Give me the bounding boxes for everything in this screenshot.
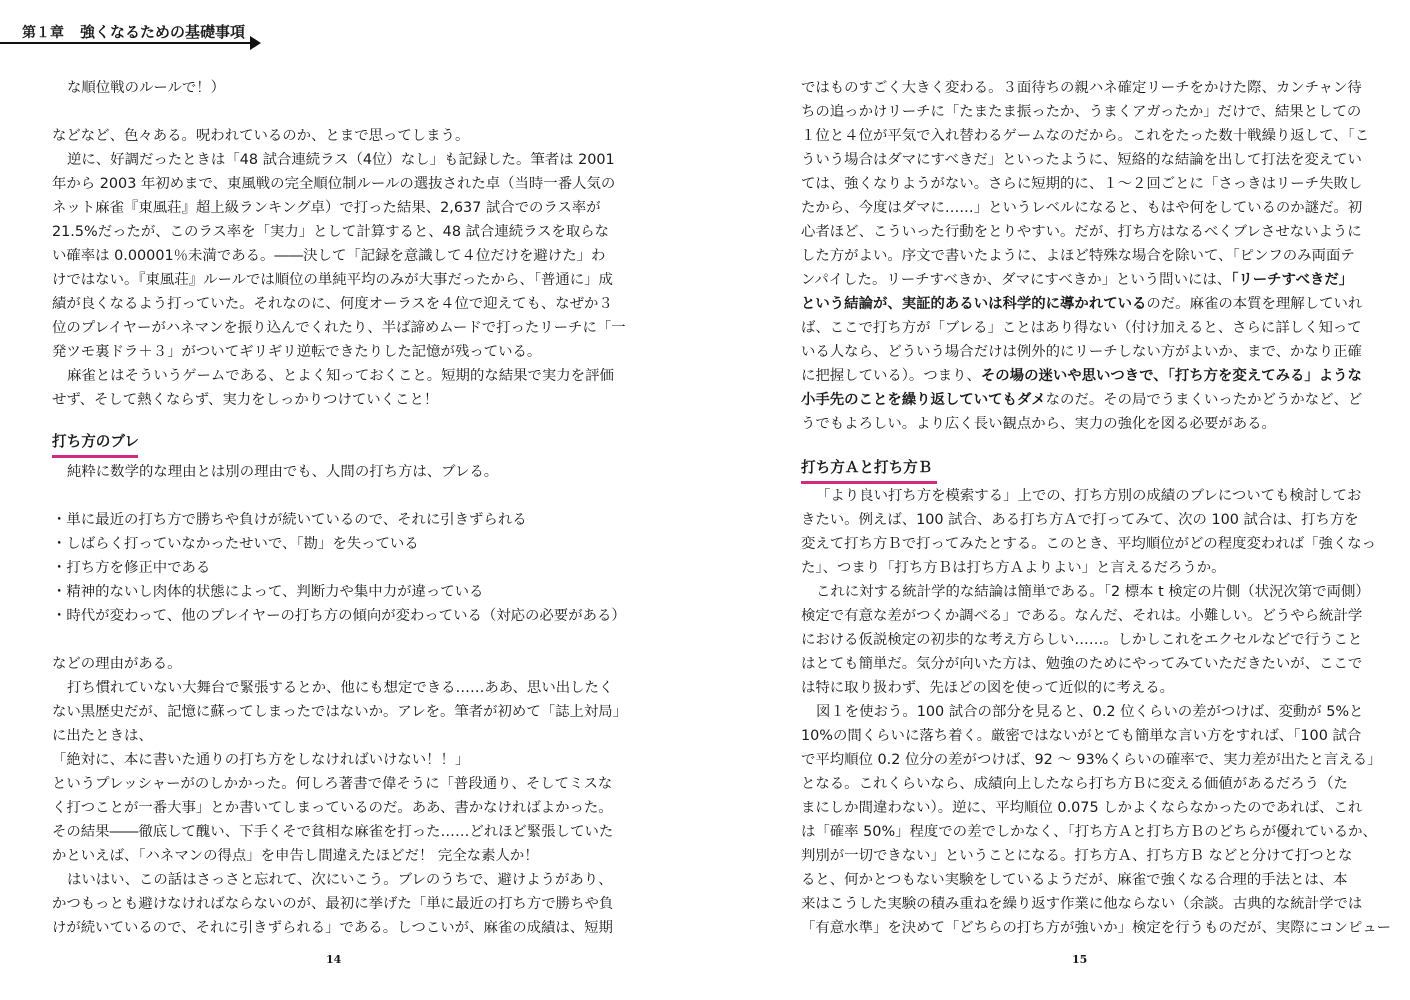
paragraph-line: 来はこうした実験の積み重ねを繰り返す作業に他ならない（余談。古典的な統計学では — [801, 896, 1363, 912]
paragraph-line: 10%の間くらいに落ち着く。厳密ではないがとても簡単な言い方をすれば、「100 試合 — [801, 728, 1362, 744]
paragraph-line: 「有意水準」を決めて「どちらの打ち方が強いか」検定を行うものだが、実際にコンピュー — [801, 920, 1392, 936]
paragraph-line: ではものすごく大きく変わる。３面待ちの親ハネ確定リーチをかけた際、カンチャン待 — [801, 80, 1362, 96]
paragraph-line: 年から 2003 年初めまで、東風戦の完全順位制ルールの選抜された卓（当時一番人気の — [52, 176, 616, 192]
text-run: のだ。麻雀の本質を理解していれ — [1146, 296, 1363, 312]
section-heading-text: 打ち方Ａと打ち方Ｂ — [801, 459, 933, 476]
page-number: 15 — [1072, 953, 1088, 966]
header-rule — [0, 42, 250, 44]
text-run: に把握している）。つまり、 — [801, 368, 981, 384]
paragraph-line: となる。これくらいなら、成績向上したなら打ち方Ｂに変える価値があるだろう（た — [801, 776, 1348, 792]
list-item: ・精神的ないし肉体的状態によって、判断力や集中力が違っている — [52, 584, 484, 600]
right-page — [705, 0, 1410, 1000]
paragraph-line: は「確率 50%」程度での差でしかなく、「打ち方Ａと打ち方Ｂのどちらが優れているか、 — [801, 824, 1377, 840]
paragraph-line: ちの追っかけリーチに「たまたま振ったか、うまくアガったか」だけで、結果としての — [801, 104, 1362, 120]
paragraph-line: ない黒歴史だが、記憶に蘇ってしまったではないか。アレを。筆者が初めて「誌上対局」 — [52, 704, 628, 720]
paragraph-line: 発ツモ裏ドラ＋３」がついてギリギリ逆転できたりした記憶が残っている。 — [52, 344, 542, 360]
list-item: ・打ち方を修正中である — [52, 560, 211, 576]
paragraph-line: ては、強くなりようがない。さらに短期的に、１～２回ごとに「さっきはリーチ失敗し — [801, 176, 1363, 192]
paragraph-line: に出たときは、 — [52, 728, 153, 744]
paragraph-line: けが続いているので、それに引きずられる」である。しつこいが、麻雀の成績は、短期 — [52, 920, 613, 936]
paragraph-line: 純粋に数学的な理由とは別の理由でも、人間の打ち方は、ブレる。 — [67, 464, 499, 480]
paragraph-line — [801, 388, 1363, 412]
paragraph-line — [801, 268, 1363, 292]
paragraph-line: せず、そして熱くならず、実力をしっかりつけていくこと！ — [52, 392, 439, 408]
heading-underline — [801, 481, 937, 484]
paragraph-line: その結果――徹底して醜い、下手くそで貧相な麻雀を打った……どれほど緊張していた — [52, 824, 614, 840]
emphasis-text: という結論が、実証的あるいは科学的に導かれている — [801, 296, 1147, 312]
paragraph-line: ば、ここで打ち方が「ブレる」ことはあり得ない（付け加えると、さらに詳しく知って — [801, 320, 1362, 336]
paragraph-line: ネット麻雀『東風荘』超上級ランキング卓）で打った結果、2,637 試合でのラス率が — [52, 200, 601, 216]
list-item: ・しばらく打っていなかったせいで、「勘」を失っている — [52, 536, 419, 552]
paragraph-line: 判別が一切できない」ということになる。打ち方Ａ、打ち方Ｂ などと分けて打つとな — [801, 848, 1353, 864]
paragraph-line: いる人なら、どういう場合だけは例外的にリーチしない方がよいか、まで、かなり正確 — [801, 344, 1362, 360]
paragraph-line: 図１を使おう。100 試合の部分を見ると、0.2 位くらいの差がつけば、変動が 5%と — [816, 704, 1364, 720]
emphasis-text: その場の迷いや思いつきで、「打ち方を変えてみる」ような — [980, 368, 1362, 384]
paragraph-line: た」、つまり「打ち方Ｂは打ち方Ａよりよい」と言えるだろうか。 — [801, 560, 1226, 576]
paragraph-line — [801, 292, 1363, 316]
paragraph-line: 検定で有意な差がつくか調べる」である。なんだ、それは。小難しい。どうやら統計学 — [801, 608, 1363, 624]
paragraph-line: 逆に、好調だったときは「48 試合連続ラス（4位）なし」も記録した。筆者は 2001 — [67, 152, 615, 168]
paragraph-line: い確率は 0.00001％未満である。――決して「記録を意識して４位だけを避けた」わ — [52, 248, 606, 264]
text-run: なのだ。その局でうまくいったかどうかなど、ど — [1045, 392, 1363, 408]
text-run: ンパイした。リーチすべきか、ダマにすべきか」という問いには、 — [801, 272, 1232, 288]
paragraph-line: 打ち慣れていない大舞台で緊張するとか、他にも想定できる……ああ、思い出したく — [67, 680, 614, 696]
paragraph-line: １位と４位が平気で入れ替わるゲームなのだから。これをたった数十戦繰り返して、「こ — [801, 128, 1370, 144]
section-heading — [801, 456, 1363, 482]
paragraph-line: は特に取り扱わず、先ほどの図を使って近似的に考える。 — [801, 680, 1175, 696]
paragraph-line: した方がよい。序文で書いたように、よほど特殊な場合を除いて、「ピンフのみ両面テ — [801, 248, 1355, 264]
paragraph-line: はいはい、この話はさっさと忘れて、次にいこう。ブレのうちで、避けようがあり、 — [67, 872, 613, 888]
paragraph-line: はとても簡単だ。気分が向いた方は、勉強のためにやってみていただきたいが、ここで — [801, 656, 1363, 672]
paragraph-line: きたい。例えば、100 試合、ある打ち方Ａで打ってみて、次の 100 試合は、打ち方を — [801, 512, 1359, 528]
paragraph-line: かつもっとも避けなければならないのが、最初に挙げた「単に最近の打ち方で勝ちや負 — [52, 896, 614, 912]
paragraph-line: における仮説検定の初歩的な考え方らしい……。しかしこれをエクセルなどで行うこと — [801, 632, 1363, 648]
paragraph-line: 麻雀とはそういうゲームである、とよく知っておくこと。短期的な結果で実力を評価 — [67, 368, 614, 384]
emphasis-text: 小手先のことを繰り返していてもダメ — [801, 392, 1046, 408]
paragraph-line: 位のプレイヤーがハネマンを振り込んでくれたり、半ば諦めムードで打ったリーチに「一 — [52, 320, 626, 336]
paragraph-line: 心者ほど、こういった行動をとりやすい。だが、打ち方はなるべくブレさせないように — [801, 224, 1362, 240]
paragraph-line: 「より良い打ち方を模索する」上での、打ち方別の成績のブレについても検討してお — [816, 488, 1362, 504]
section-heading-text: 打ち方のブレ — [52, 433, 139, 450]
paragraph-line: ると、何かとつもない実験をしているようだが、麻雀で強くなる合理的手法とは、本 — [801, 872, 1348, 888]
chapter-number: 第１章 — [22, 25, 64, 41]
emphasis-text: 「リーチすべきだ」 — [1231, 272, 1354, 288]
page-number: 14 — [326, 953, 342, 966]
paragraph-line: で平均順位 0.2 位分の差がつけば、92 ～ 93%くらいの確率で、実力差が出たと言える」 — [801, 752, 1382, 768]
paragraph-line: うでもよろしい。より広く長い観点から、実力の強化を図る必要がある。 — [801, 416, 1276, 432]
heading-underline — [52, 455, 138, 458]
paragraph-line: な順位戦のルールで！） — [67, 80, 226, 96]
paragraph-line: かといえば、「ハネマンの得点」を申告し間違えたほどだ！ 完全な素人か！ — [52, 848, 539, 864]
list-item: ・時代が変わって、他のプレイヤーの打ち方の傾向が変わっている（対応の必要がある） — [52, 608, 626, 624]
paragraph-line: 「絶対に、本に書いた通りの打ち方をしなければいけない！！」 — [52, 752, 470, 768]
paragraph-line: などの理由がある。 — [52, 656, 182, 672]
paragraph-line: たから、今度はダマに……」というレベルになると、もはや何をしているのか謎だ。初 — [801, 200, 1363, 216]
paragraph-line: などなど、色々ある。呪われているのか、とまで思ってしまう。 — [52, 128, 470, 144]
left-body-text — [52, 76, 628, 940]
right-body-text — [801, 76, 1392, 940]
paragraph-line: けではない。『東風荘』ルールでは順位の単純平均のみが大事だったから、「普通に」成 — [52, 272, 613, 288]
header-arrow-icon — [250, 36, 261, 50]
paragraph-line: これに対する統計学的な結論は簡単である。「2 標本 t 検定の片側（状況次第で両側） — [816, 584, 1370, 600]
paragraph-line — [801, 364, 1363, 388]
list-item: ・単に最近の打ち方で勝ちや負けが続いているので、それに引きずられる — [52, 512, 527, 528]
paragraph-line: ういう場合はダマにすべきだ」といったように、短絡的な結論を出して打法を変えてい — [801, 152, 1362, 168]
paragraph-line: というプレッシャーがのしかかった。何しろ著書で偉そうに「普段通り、そしてミスな — [52, 776, 613, 792]
section-heading — [52, 430, 612, 456]
paragraph-line: 21.5%だったが、このラス率を「実力」として計算すると、48 試合連続ラスを取らな — [52, 224, 610, 240]
paragraph-line: まにしか間違わない）。逆に、平均順位 0.075 しかよくならなかったのであれば、これ — [801, 800, 1363, 816]
chapter-title: 強くなるための基礎事項 — [80, 23, 246, 41]
paragraph-line: く打つことが一番大事」とか書いてしまっているのだ。ああ、書かなければよかった。 — [52, 800, 613, 816]
paragraph-line: 績が良くなるよう打っていた。それなのに、何度オーラスを４位で迎えても、なぜか３ — [52, 296, 613, 312]
paragraph-line: 変えて打ち方Ｂで打ってみたとする。このとき、平均順位がどの程度変われば「強くなっ — [801, 536, 1377, 552]
